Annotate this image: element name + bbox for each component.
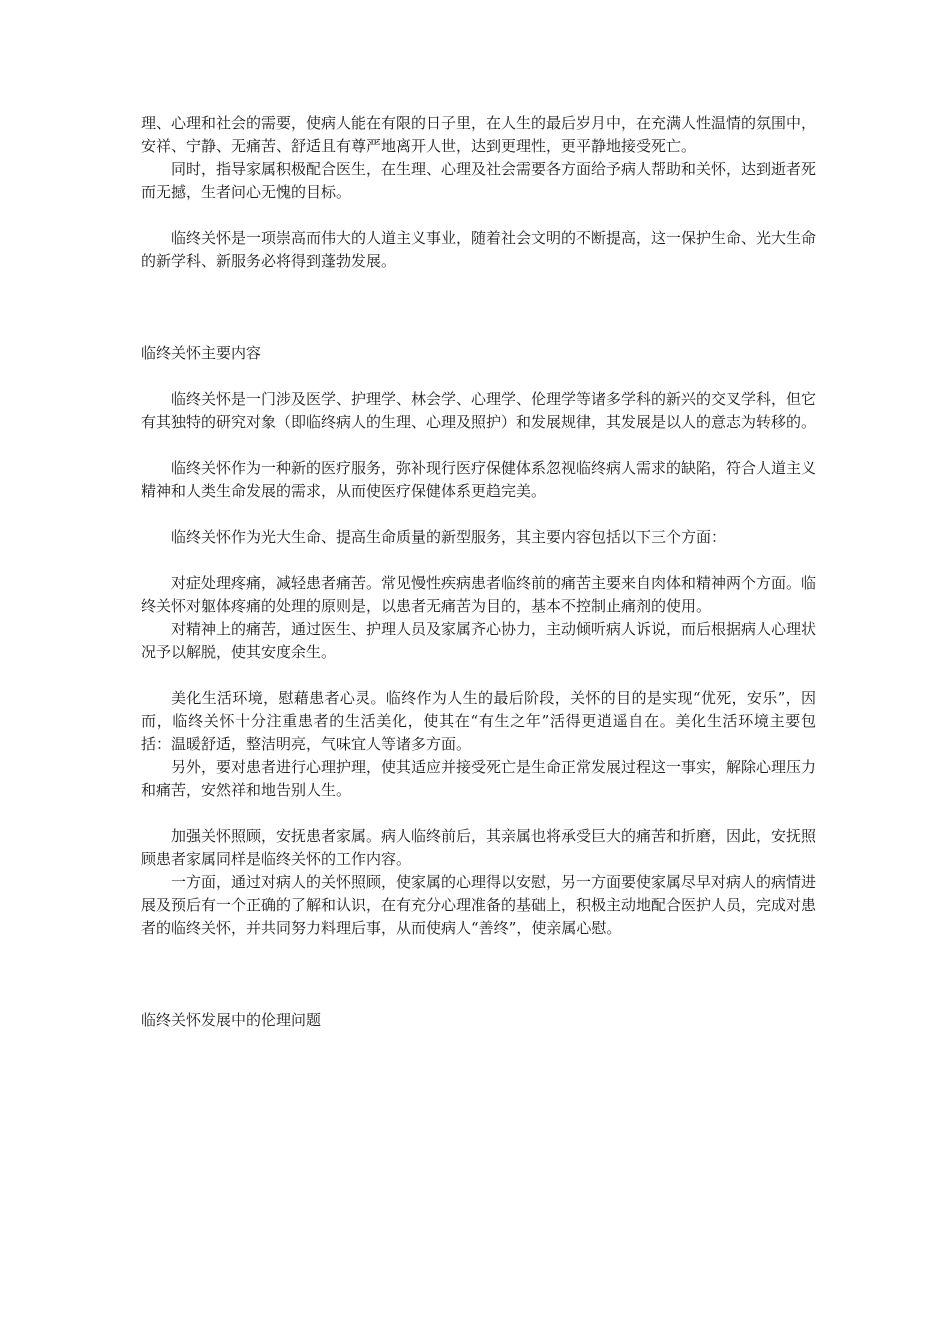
paragraph-5: 临终关怀作为一种新的医疗服务，弥补现行医疗保健体系忽视临终病人需求的缺陷，符合人道主义精神和人类生命发展的需求，从而使医疗保健体系更趋完美。 bbox=[141, 459, 817, 500]
spacer bbox=[141, 664, 816, 687]
paragraph-12: 一方面，通过对病人的关怀照顾，使家属的心理得以安慰，另一方面要使家属尽早对病人的病情进展及预后有一个正确的了解和认识，在有充分心理准备的基础上，积极主动地配合医护人员，完成对患者的临终关怀，并共同努力料理后事，从而使病人“善终”，使亲属心慰。 bbox=[141, 873, 817, 937]
spacer bbox=[141, 549, 816, 572]
paragraph-1: 理、心理和社会的需要，使病人能在有限的日子里，在人生的最后岁月中，在充满人性温情的氛围中，安祥、宁静、无痛苦、舒适且有尊严地离开人世，达到更理性，更平静地接受死亡。 bbox=[141, 114, 817, 155]
spacer bbox=[141, 434, 816, 457]
paragraph-10: 另外，要对患者进行心理护理，使其适应并接受死亡是生命正常发展过程这一事实，解除心理压力和痛苦，安然祥和地告别人生。 bbox=[141, 758, 817, 799]
paragraph-8: 对精神上的痛苦，通过医生、护理人员及家属齐心协力，主动倾听病人诉说，而后根据病人心理状况予以解脱，使其安度余生。 bbox=[141, 620, 817, 661]
spacer bbox=[141, 802, 816, 825]
document-page bbox=[141, 112, 816, 1032]
paragraph-11: 加强关怀照顾，安抚患者家属。病人临终前后，其亲属也将承受巨大的痛苦和折磨，因此，安抚照顾患者家属同样是临终关怀的工作内容。 bbox=[141, 827, 817, 868]
paragraph-2: 同时，指导家属积极配合医生，在生理、心理及社会需要各方面给予病人帮助和关怀，达到逝者死而无撼，生者问心无愧的目标。 bbox=[141, 160, 817, 201]
spacer bbox=[141, 273, 816, 342]
spacer bbox=[141, 940, 816, 1009]
section-heading-ethics: 临终关怀发展中的伦理问题 bbox=[141, 1011, 322, 1029]
section-heading-main-content: 临终关怀主要内容 bbox=[141, 344, 262, 362]
paragraph-9: 美化生活环境，慰藉患者心灵。临终作为人生的最后阶段，关怀的目的是实现“优死，安乐”，因而，临终关怀十分注重患者的生活美化，使其在“有生之年”活得更逍遥自在。美化生活环境主要包括：温暖舒适，整洁明亮，气味宜人等诸多方面。 bbox=[141, 689, 816, 753]
paragraph-6: 临终关怀作为光大生命、提高生命质量的新型服务，其主要内容包括以下三个方面： bbox=[171, 528, 727, 546]
paragraph-4: 临终关怀是一门涉及医学、护理学、林会学、心理学、伦理学等诸多学科的新兴的交叉学科，但它有其独特的研究对象（即临终病人的生理、心理及照护）和发展规律，其发展是以人的意志为转移的。 bbox=[141, 390, 817, 431]
spacer bbox=[141, 204, 816, 227]
spacer bbox=[141, 503, 816, 526]
paragraph-7: 对症处理疼痛，减轻患者痛苦。常见慢性疾病患者临终前的痛苦主要来自肉体和精神两个方面。临终关怀对躯体疼痛的处理的原则是，以患者无痛苦为目的，基本不控制止痛剂的使用。 bbox=[141, 574, 817, 615]
paragraph-3: 临终关怀是一项崇高而伟大的人道主义事业，随着社会文明的不断提高，这一保护生命、光大生命的新学科、新服务必将得到蓬勃发展。 bbox=[141, 229, 817, 270]
spacer bbox=[141, 365, 816, 388]
